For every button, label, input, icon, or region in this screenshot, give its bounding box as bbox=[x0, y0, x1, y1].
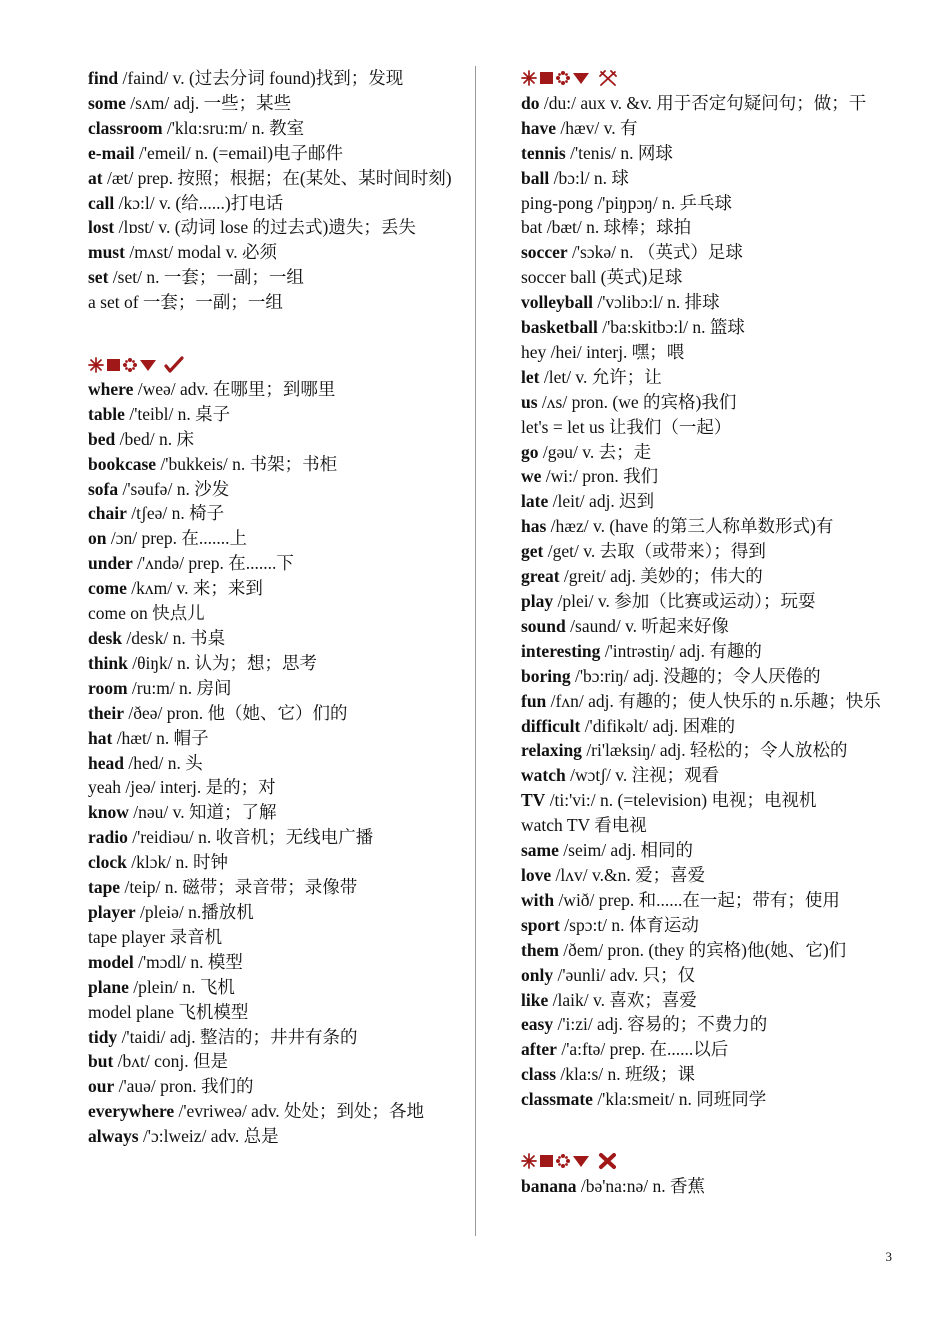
headword: their bbox=[88, 702, 124, 723]
definition: /pleiə/ n.播放机 bbox=[135, 901, 254, 922]
definition: yeah /jeə/ interj. 是的；对 bbox=[88, 777, 276, 798]
vocab-entry bbox=[521, 838, 901, 863]
headword: watch bbox=[521, 765, 566, 786]
headword: find bbox=[88, 68, 119, 88]
vocab-entry bbox=[521, 813, 901, 838]
headword: player bbox=[88, 901, 136, 922]
headword: come bbox=[88, 578, 127, 599]
definition: /lɒst/ v. (动词 lose 的过去式)遗失；丢失 bbox=[114, 217, 416, 238]
vocab-entry bbox=[88, 900, 463, 925]
headword: with bbox=[521, 889, 555, 910]
definition: /æt/ prep. 按照；根据；在(某处、某时间时刻) bbox=[102, 167, 452, 188]
vocab-entry bbox=[521, 788, 901, 813]
definition: /nəu/ v. 知道；了解 bbox=[128, 802, 277, 823]
page-number: 3 bbox=[885, 1249, 892, 1264]
headword: late bbox=[521, 491, 549, 512]
definition: /hæv/ v. 有 bbox=[556, 117, 638, 138]
vocab-entry bbox=[88, 215, 463, 240]
vocab-entry bbox=[521, 464, 901, 489]
vocab-entry bbox=[88, 551, 463, 576]
vocab-entry bbox=[88, 1124, 463, 1149]
vocab-entry bbox=[521, 390, 901, 415]
vocab-entry bbox=[521, 1174, 901, 1199]
vocab-entry bbox=[521, 440, 901, 465]
vocab-entry bbox=[88, 377, 463, 402]
right-column bbox=[521, 66, 901, 1199]
headword: desk bbox=[88, 628, 123, 649]
headword: our bbox=[88, 1076, 115, 1097]
definition: /wɔtʃ/ v. 注视；观看 bbox=[565, 765, 720, 786]
definition: /kɔ:l/ v. (给......)打电话 bbox=[114, 192, 284, 213]
definition: /hed/ n. 头 bbox=[123, 752, 203, 773]
definition: soccer ball (英式)足球 bbox=[521, 267, 683, 288]
vocab-entry bbox=[521, 988, 901, 1013]
definition: a set of 一套；一副；一组 bbox=[88, 292, 283, 313]
headword: model bbox=[88, 951, 134, 972]
definition: /'auə/ pron. 我们的 bbox=[114, 1076, 254, 1097]
definition: model plane 飞机模型 bbox=[88, 1001, 249, 1022]
headword: e-mail bbox=[88, 142, 135, 163]
vocab-entry bbox=[521, 888, 901, 913]
headword: radio bbox=[88, 827, 128, 848]
definition: /teip/ n. 磁带；录音带；录像带 bbox=[120, 877, 358, 898]
headword: play bbox=[521, 591, 554, 612]
heavy-x-icon bbox=[521, 1152, 617, 1170]
definition: watch TV 看电视 bbox=[521, 815, 647, 836]
definition: /'emeil/ n. (=email)电子邮件 bbox=[134, 142, 344, 163]
definition: /'ɔ:lweiz/ adv. 总是 bbox=[138, 1126, 279, 1147]
vocab-entry bbox=[521, 614, 901, 639]
vocab-entry bbox=[521, 738, 901, 763]
vocab-entry bbox=[521, 91, 901, 116]
definition: /du:/ aux v. &v. 用于否定句疑问句；做；干 bbox=[539, 92, 867, 113]
vocab-entry bbox=[521, 1037, 901, 1062]
headword: love bbox=[521, 864, 552, 885]
headword: only bbox=[521, 964, 554, 985]
definition: /kla:s/ n. 班级；课 bbox=[556, 1064, 696, 1085]
definition: /hæt/ n. 帽子 bbox=[112, 727, 209, 748]
definition: come on 快点儿 bbox=[88, 603, 205, 624]
definition: /'əunli/ adv. 只；仅 bbox=[553, 964, 696, 985]
definition: /'sɔkə/ n. （英式）足球 bbox=[567, 242, 743, 263]
section-heading bbox=[88, 352, 463, 377]
definition: /bʌt/ conj. 但是 bbox=[113, 1051, 229, 1072]
vocab-entry bbox=[88, 91, 463, 116]
vocab-entry bbox=[521, 315, 901, 340]
headword: under bbox=[88, 553, 133, 574]
definition: /'vɔlibɔ:l/ n. 排球 bbox=[592, 292, 720, 313]
definition: hey /hei/ interj. 嘿；喂 bbox=[521, 341, 685, 362]
definition: /bed/ n. 床 bbox=[115, 428, 194, 449]
headword: hat bbox=[88, 727, 113, 748]
definition: /'difikəlt/ adj. 困难的 bbox=[580, 715, 736, 736]
definition: /ɔn/ prep. 在.......上 bbox=[106, 528, 247, 549]
vocab-entry bbox=[88, 950, 463, 975]
headword: set bbox=[88, 267, 109, 288]
section-gap bbox=[88, 315, 463, 352]
vocab-entry bbox=[88, 576, 463, 601]
vocab-entry bbox=[521, 365, 901, 390]
definition: /weə/ adv. 在哪里；到哪里 bbox=[133, 378, 336, 399]
headword: them bbox=[521, 939, 559, 960]
headword: class bbox=[521, 1064, 556, 1085]
headword: at bbox=[88, 167, 103, 188]
headword: sound bbox=[521, 615, 566, 636]
section-gap bbox=[521, 1112, 901, 1149]
vocab-entry bbox=[88, 800, 463, 825]
vocab-entry bbox=[88, 850, 463, 875]
vocab-entry bbox=[88, 676, 463, 701]
headword: we bbox=[521, 466, 542, 487]
vocab-entry bbox=[521, 415, 901, 440]
headword: volleyball bbox=[521, 292, 593, 313]
crossed-swords-icon bbox=[521, 69, 617, 87]
vocab-entry bbox=[521, 539, 901, 564]
vocab-entry bbox=[521, 116, 901, 141]
vocab-entry bbox=[521, 689, 901, 714]
definition: /ðem/ pron. (they 的宾格)他(她、它)们 bbox=[558, 939, 847, 960]
definition: /bə'na:nə/ n. 香蕉 bbox=[576, 1175, 705, 1196]
definition: /'klɑ:sru:m/ n. 教室 bbox=[162, 117, 305, 138]
headword: easy bbox=[521, 1014, 554, 1035]
definition: /spɔ:t/ n. 体育运动 bbox=[559, 914, 699, 935]
vocab-entry bbox=[521, 714, 901, 739]
headword: classroom bbox=[88, 117, 163, 138]
definition: /'səufə/ n. 沙发 bbox=[118, 478, 230, 499]
headword: soccer bbox=[521, 242, 568, 263]
headword: let bbox=[521, 366, 540, 387]
headword: room bbox=[88, 677, 128, 698]
vocab-entry bbox=[521, 290, 901, 315]
headword: must bbox=[88, 242, 125, 263]
vocab-entry bbox=[88, 651, 463, 676]
vocab-entry bbox=[521, 564, 901, 589]
vocab-entry bbox=[521, 963, 901, 988]
definition: /lʌv/ v.&n. 爱；喜爱 bbox=[551, 864, 706, 885]
definition: /ðeə/ pron. 他（她、它）们的 bbox=[123, 702, 348, 723]
definition: /plei/ v. 参加（比赛或运动）；玩耍 bbox=[553, 591, 816, 612]
definition: /'ʌndə/ prep. 在.......下 bbox=[132, 553, 294, 574]
headword: head bbox=[88, 752, 124, 773]
headword: fun bbox=[521, 690, 547, 711]
definition: /hæz/ v. (have 的第三人称单数形式)有 bbox=[546, 516, 834, 537]
headword: know bbox=[88, 802, 129, 823]
headword: bookcase bbox=[88, 453, 157, 474]
vocab-entry bbox=[88, 1074, 463, 1099]
definition: /ʌs/ pron. (we 的宾格)我们 bbox=[537, 391, 737, 412]
vocab-entry bbox=[521, 265, 901, 290]
vocab-entry bbox=[521, 215, 901, 240]
vocab-entry bbox=[88, 975, 463, 1000]
definition: /sʌm/ adj. 一些；某些 bbox=[125, 92, 292, 113]
vocab-entry bbox=[521, 763, 901, 788]
definition: /'bukkeis/ n. 书架；书柜 bbox=[156, 453, 338, 474]
vocab-entry bbox=[88, 402, 463, 427]
vocab-entry bbox=[88, 116, 463, 141]
definition: /'kla:smeit/ n. 同班同学 bbox=[592, 1089, 767, 1110]
definition: /tʃeə/ n. 椅子 bbox=[126, 503, 225, 524]
definition: /ri'læksiŋ/ adj. 轻松的；令人放松的 bbox=[581, 740, 848, 761]
headword: difficult bbox=[521, 715, 581, 736]
vocab-entry bbox=[88, 166, 463, 191]
vocab-entry bbox=[88, 290, 463, 315]
headword: go bbox=[521, 441, 539, 462]
definition: /faind/ v. (过去分词 found)找到；发现 bbox=[118, 68, 404, 88]
definition: /'mɔdl/ n. 模型 bbox=[133, 951, 243, 972]
column-divider bbox=[475, 66, 476, 1236]
definition: /bɔ:l/ n. 球 bbox=[549, 167, 629, 188]
definition: /ru:m/ n. 房间 bbox=[127, 677, 232, 698]
definition: /'ba:skitbɔ:l/ n. 篮球 bbox=[597, 317, 745, 338]
headword: table bbox=[88, 403, 125, 424]
vocab-entry bbox=[88, 191, 463, 216]
definition: /'intrəstiŋ/ adj. 有趣的 bbox=[600, 640, 762, 661]
headword: where bbox=[88, 378, 134, 399]
vocab-entry bbox=[88, 875, 463, 900]
headword: sport bbox=[521, 914, 560, 935]
vocab-entry bbox=[88, 526, 463, 551]
headword: classmate bbox=[521, 1089, 593, 1110]
definition: /'a:ftə/ prep. 在......以后 bbox=[556, 1039, 729, 1060]
vocab-entry bbox=[88, 601, 463, 626]
headword: have bbox=[521, 117, 556, 138]
vocab-entry bbox=[88, 240, 463, 265]
vocab-entry bbox=[88, 477, 463, 502]
headword: sofa bbox=[88, 478, 119, 499]
vocab-entry bbox=[88, 66, 463, 91]
headword: after bbox=[521, 1039, 557, 1060]
headword: tidy bbox=[88, 1026, 118, 1047]
section-heading bbox=[521, 1149, 901, 1174]
vocab-entry bbox=[521, 489, 901, 514]
headword: do bbox=[521, 92, 540, 113]
vocab-entry bbox=[521, 639, 901, 664]
vocab-entry bbox=[521, 938, 901, 963]
headword: call bbox=[88, 192, 115, 213]
headword: banana bbox=[521, 1175, 577, 1196]
headword: same bbox=[521, 840, 559, 861]
headword: think bbox=[88, 652, 128, 673]
definition: /set/ n. 一套；一副；一组 bbox=[108, 267, 304, 288]
vocab-entry bbox=[88, 751, 463, 776]
definition: let's = let us 让我们（一起） bbox=[521, 416, 732, 437]
definition: /'taidi/ adj. 整洁的；井井有条的 bbox=[117, 1026, 358, 1047]
headword: chair bbox=[88, 503, 127, 524]
headword: interesting bbox=[521, 640, 601, 661]
definition: /laik/ v. 喜欢；喜爱 bbox=[548, 989, 697, 1010]
vocab-entry bbox=[521, 589, 901, 614]
definition: /klɔk/ n. 时钟 bbox=[126, 852, 228, 873]
definition: /'i:zi/ adj. 容易的；不费力的 bbox=[553, 1014, 768, 1035]
headword: some bbox=[88, 92, 126, 113]
headword: clock bbox=[88, 852, 127, 873]
headword: lost bbox=[88, 217, 115, 238]
vocab-entry bbox=[88, 726, 463, 751]
definition: /'tenis/ n. 网球 bbox=[565, 142, 673, 163]
headword: boring bbox=[521, 665, 571, 686]
left-column bbox=[88, 66, 463, 1149]
definition: bat /bæt/ n. 球棒；球拍 bbox=[521, 217, 692, 238]
definition: /'reidiəu/ n. 收音机；无线电广播 bbox=[127, 827, 374, 848]
headword: like bbox=[521, 989, 549, 1010]
vocab-entry bbox=[88, 701, 463, 726]
definition: /get/ v. 去取（或带来）；得到 bbox=[543, 541, 766, 562]
vocab-entry bbox=[521, 514, 901, 539]
headword: tennis bbox=[521, 142, 566, 163]
vocab-entry bbox=[521, 240, 901, 265]
headword: always bbox=[88, 1126, 139, 1147]
headword: bed bbox=[88, 428, 116, 449]
vocab-entry bbox=[521, 340, 901, 365]
definition: /kʌm/ v. 来；来到 bbox=[126, 578, 263, 599]
headword: TV bbox=[521, 790, 546, 811]
vocab-entry bbox=[521, 141, 901, 166]
headword: relaxing bbox=[521, 740, 582, 761]
vocab-entry bbox=[521, 664, 901, 689]
vocab-entry bbox=[88, 1025, 463, 1050]
definition: /wi:/ pron. 我们 bbox=[541, 466, 659, 487]
headword: tape bbox=[88, 877, 121, 898]
definition: /desk/ n. 书桌 bbox=[122, 628, 226, 649]
definition: /'evriweə/ adv. 处处；到处；各地 bbox=[174, 1101, 425, 1122]
definition: /wið/ prep. 和......在一起；带有；使用 bbox=[554, 889, 840, 910]
section-heading bbox=[521, 66, 901, 91]
definition: /gəu/ v. 去；走 bbox=[538, 441, 652, 462]
vocab-entry bbox=[521, 913, 901, 938]
vocab-entry bbox=[88, 427, 463, 452]
vocab-entry bbox=[88, 1099, 463, 1124]
vocab-entry bbox=[88, 1000, 463, 1025]
vocab-entry bbox=[88, 925, 463, 950]
check-mark-icon bbox=[88, 356, 184, 374]
definition: /plein/ n. 飞机 bbox=[128, 976, 235, 997]
vocab-entry bbox=[88, 501, 463, 526]
definition: /fʌn/ adj. 有趣的；使人快乐的 n.乐趣；快乐 bbox=[546, 690, 881, 711]
headword: us bbox=[521, 391, 538, 412]
vocab-entry bbox=[88, 626, 463, 651]
definition: /leit/ adj. 迟到 bbox=[548, 491, 655, 512]
headword: basketball bbox=[521, 317, 598, 338]
vocab-entry bbox=[521, 1062, 901, 1087]
headword: ball bbox=[521, 167, 550, 188]
headword: everywhere bbox=[88, 1101, 175, 1122]
headword: but bbox=[88, 1051, 114, 1072]
vocab-entry bbox=[521, 1012, 901, 1037]
definition: /let/ v. 允许；让 bbox=[539, 366, 662, 387]
vocab-entry bbox=[521, 166, 901, 191]
definition: /saund/ v. 听起来好像 bbox=[565, 615, 729, 636]
vocab-entry bbox=[88, 825, 463, 850]
headword: get bbox=[521, 541, 544, 562]
headword: plane bbox=[88, 976, 129, 997]
definition: /ti:'vi:/ n. (=television) 电视；电视机 bbox=[545, 790, 817, 811]
headword: has bbox=[521, 516, 547, 537]
vocab-entry bbox=[521, 1087, 901, 1112]
vocab-entry bbox=[521, 191, 901, 216]
definition: /θiŋk/ n. 认为；想；思考 bbox=[127, 652, 318, 673]
vocab-entry bbox=[88, 141, 463, 166]
vocab-entry bbox=[88, 265, 463, 290]
vocab-entry bbox=[88, 452, 463, 477]
definition: ping-pong /'piŋpɔŋ/ n. 乒乓球 bbox=[521, 192, 733, 213]
vocab-entry bbox=[521, 863, 901, 888]
definition: /'teibl/ n. 桌子 bbox=[124, 403, 231, 424]
definition: /greit/ adj. 美妙的；伟大的 bbox=[559, 566, 763, 587]
definition: /mʌst/ modal v. 必须 bbox=[124, 242, 277, 263]
vocab-entry bbox=[88, 1049, 463, 1074]
headword: on bbox=[88, 528, 107, 549]
vocab-entry bbox=[88, 775, 463, 800]
definition: tape player 录音机 bbox=[88, 926, 223, 947]
headword: great bbox=[521, 566, 560, 587]
definition: /seim/ adj. 相同的 bbox=[558, 840, 694, 861]
definition: /'bɔ:riŋ/ adj. 没趣的；令人厌倦的 bbox=[570, 665, 821, 686]
